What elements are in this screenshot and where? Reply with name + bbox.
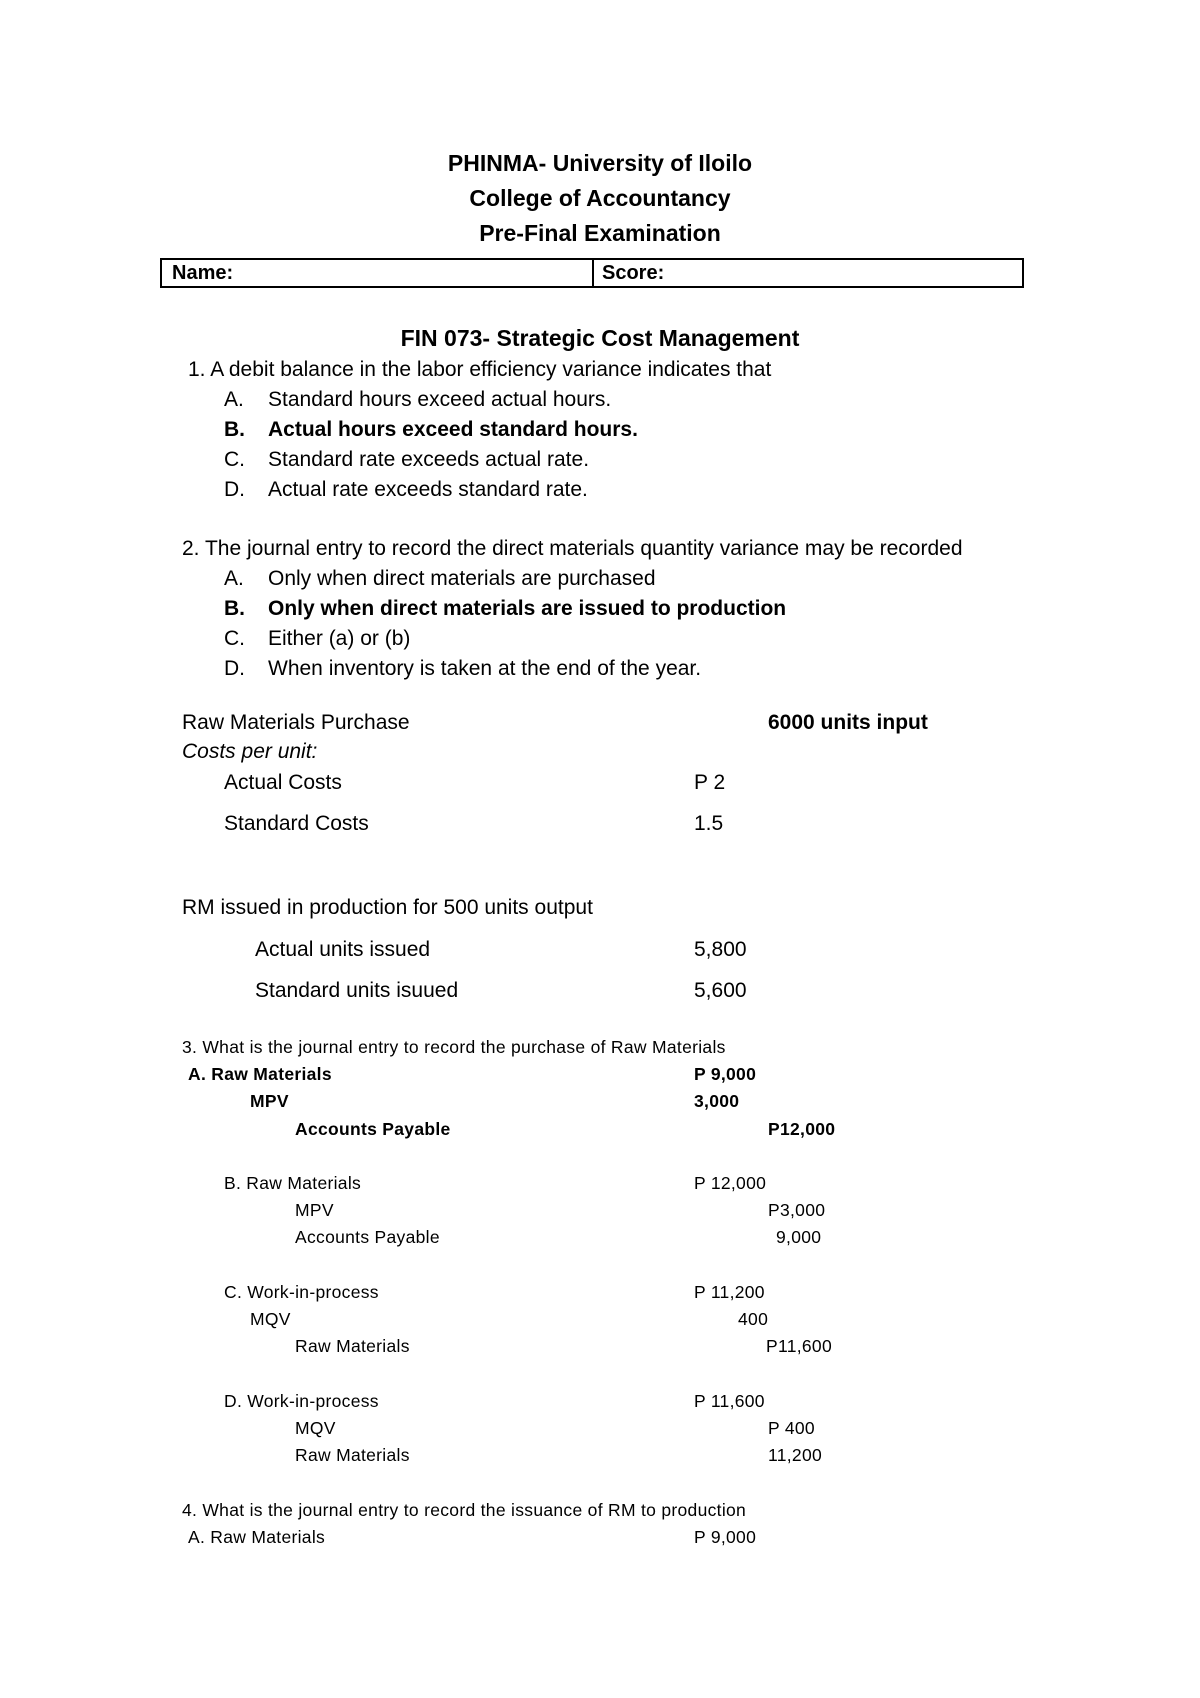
q3-c-line-3: Raw Materials xyxy=(295,1336,410,1356)
q1-option-d: D. Actual rate exceeds standard rate. xyxy=(224,478,588,501)
q3-c-line-2: MQV xyxy=(250,1309,291,1329)
q3-b-line-3: Accounts Payable xyxy=(295,1227,440,1247)
q3-c-value-1: P 11,200 xyxy=(694,1282,765,1302)
name-score-box xyxy=(160,258,1024,288)
question-2: 2. The journal entry to record the direct materials quantity variance may be recorded xyxy=(182,537,963,560)
q3-d-value-1: P 11,600 xyxy=(694,1391,765,1411)
q1-option-c: C. Standard rate exceeds actual rate. xyxy=(224,448,590,471)
q3-a-value-3: P12,000 xyxy=(768,1119,836,1139)
q2-option-a: A. Only when direct materials are purchased xyxy=(224,567,656,590)
q4-a-line-1: A. Raw Materials xyxy=(188,1527,326,1547)
q3-a-line-2: MPV xyxy=(250,1091,289,1111)
college-title: College of Accountancy xyxy=(469,185,731,211)
actual-costs-label: Actual Costs xyxy=(224,771,342,794)
q1-option-a: A. Standard hours exceed actual hours. xyxy=(224,388,612,411)
rm-issued-label: RM issued in production for 500 units output xyxy=(182,896,593,919)
q3-b-value-3: 9,000 xyxy=(776,1227,822,1247)
q1-option-b: B. Actual hours exceed standard hours. xyxy=(224,418,638,441)
standard-units-label: Standard units isuued xyxy=(255,979,459,1002)
standard-costs-label: Standard Costs xyxy=(224,812,369,835)
exam-title: Pre-Final Examination xyxy=(479,220,721,246)
rm-purchase-value: 6000 units input xyxy=(768,711,928,734)
q3-d-value-2: P 400 xyxy=(768,1418,815,1438)
q3-c-value-3: P11,600 xyxy=(766,1336,832,1356)
q3-a-line-1: A. Raw Materials xyxy=(188,1064,332,1084)
subject-title: FIN 073- Strategic Cost Management xyxy=(400,325,800,351)
q2-option-d: D. When inventory is taken at the end of the year. xyxy=(224,657,702,680)
q3-a-line-3: Accounts Payable xyxy=(295,1119,451,1139)
rm-purchase-label: Raw Materials Purchase xyxy=(182,711,410,734)
q3-d-line-1: D. Work-in-process xyxy=(224,1391,379,1411)
q3-a-value-1: P 9,000 xyxy=(694,1064,757,1084)
q3-b-value-2: P3,000 xyxy=(768,1200,826,1220)
q3-a-value-2: 3,000 xyxy=(694,1091,740,1111)
q3-c-value-2: 400 xyxy=(738,1309,769,1329)
q4-a-value-1: P 9,000 xyxy=(694,1527,757,1547)
q3-b-line-1: B. Raw Materials xyxy=(224,1173,362,1193)
question-1: 1. A debit balance in the labor efficiency variance indicates that xyxy=(188,358,772,381)
q3-b-line-2: MPV xyxy=(295,1200,334,1220)
q3-d-line-3: Raw Materials xyxy=(295,1445,410,1465)
name-field[interactable]: Name: xyxy=(162,260,594,286)
costs-per-unit-label: Costs per unit: xyxy=(182,740,318,763)
q3-d-line-2: MQV xyxy=(295,1418,336,1438)
q3-c-line-1: C. Work-in-process xyxy=(224,1282,379,1302)
actual-units-label: Actual units issued xyxy=(255,938,431,961)
q2-option-c: C. Either (a) or (b) xyxy=(224,627,411,650)
q3-b-value-1: P 12,000 xyxy=(694,1173,767,1193)
q3-d-value-3: 11,200 xyxy=(768,1445,823,1465)
q2-option-b: B. Only when direct materials are issued to production xyxy=(224,597,787,620)
standard-costs-value: 1.5 xyxy=(694,812,724,835)
actual-units-value: 5,800 xyxy=(694,938,747,961)
university-title: PHINMA- University of Iloilo xyxy=(447,150,753,176)
question-4: 4. What is the journal entry to record the issuance of RM to production xyxy=(182,1500,747,1520)
standard-units-value: 5,600 xyxy=(694,979,747,1002)
actual-costs-value: P 2 xyxy=(694,771,726,794)
score-field[interactable]: Score: xyxy=(602,262,665,284)
question-3: 3. What is the journal entry to record the purchase of Raw Materials xyxy=(182,1037,726,1057)
